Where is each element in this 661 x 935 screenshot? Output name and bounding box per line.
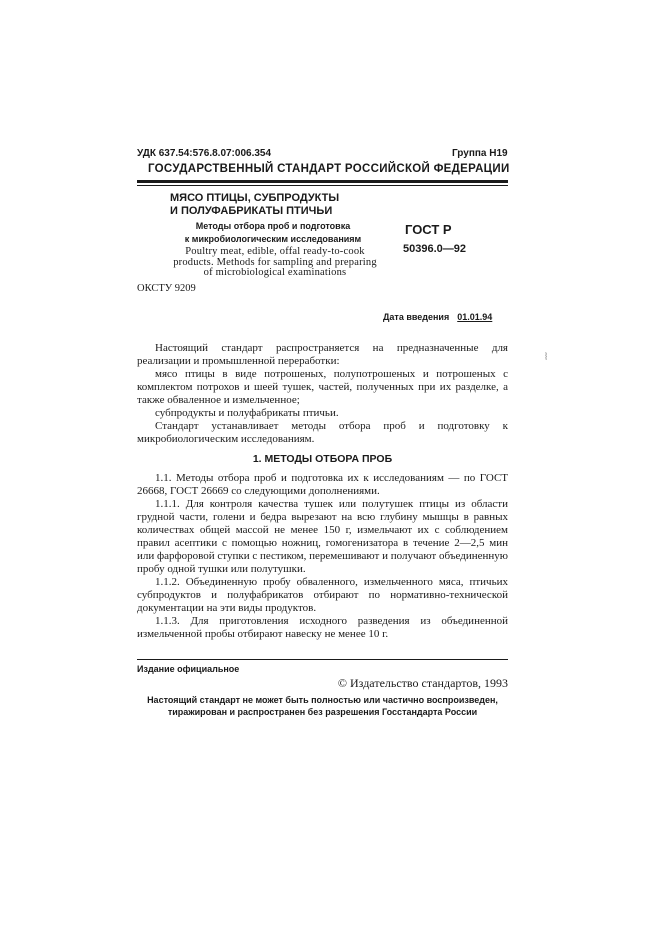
intro-paragraph-1: Настоящий стандарт распространяется на предназначенные для реализации и промышленной переработки: xyxy=(137,342,508,367)
section-title: 1. МЕТОДЫ ОТБОРА ПРОБ xyxy=(252,453,393,465)
gost-number: 50396.0—92 xyxy=(403,243,466,255)
reproduction-notice-line-1: Настоящий стандарт не может быть полностью или частично воспроизведен, xyxy=(147,695,498,705)
intro-paragraph-4: Стандарт устанавливает методы отбора проб и подготовку к микробиологическим исследованиям. xyxy=(137,420,508,445)
subtitle-line-1: Методы отбора проб и подготовка xyxy=(195,221,351,231)
reproduction-notice-line-2: тиражирован и распространен без разрешения Госстандарта России xyxy=(167,707,478,717)
section-paragraph-1: 1.1. Методы отбора проб и подготовка их к исследованиям — по ГОСТ 26668, ГОСТ 26669 со следующими дополнениями. xyxy=(137,472,508,497)
intro-paragraph-2: мясо птицы в виде потрошеных, полупотрошеных и потрошеных с комплектом потрохов и шеей тушек, частей, полученных при их разделке, а также обваленное и измельченное; xyxy=(137,368,508,406)
document-title xyxy=(170,192,390,218)
introduction-date-label: Дата введения xyxy=(383,312,450,322)
title-line-2: И ПОЛУФАБРИКАТЫ ПТИЧЬИ xyxy=(170,205,333,217)
introduction-date-value: 01.01.94 xyxy=(457,312,493,322)
gost-code: ГОСТ Р xyxy=(405,222,452,237)
margin-mark: ⦚ xyxy=(545,352,548,363)
section-paragraph-3: 1.1.2. Объединенную пробу обваленного, измельченного мяса, птичьих субпродуктов и полуфабрикатов отбирают по нормативно-технической документации на эти виды продуктов. xyxy=(137,576,508,614)
okstu-code: ОКСТУ 9209 xyxy=(137,283,196,294)
intro-paragraph-3: субпродукты и полуфабрикаты птичьи. xyxy=(155,407,339,419)
introduction-date xyxy=(383,312,492,322)
section-paragraph-2: 1.1.1. Для контроля качества тушек или полутушек птицы из области грудной части, голени и бедра вырезают на всю глубину мышцы в равных количествах общей массой не менее 150 г, измельчают их с соблюдением правил асептики с помощью ножниц, гомогенизатора в течение 2—2,5 мин или фарфоровой ступки с пестиком, перемешивают и получают объединенную пробу одной тушки или полутушки. xyxy=(137,498,508,575)
group-code: Группа Н19 xyxy=(452,148,508,159)
header-rule-thick xyxy=(137,180,508,183)
intro-text xyxy=(137,342,508,446)
section-text xyxy=(137,472,508,641)
english-title xyxy=(160,247,390,279)
udk-code: УДК 637.54:576.8.07:006.354 xyxy=(137,148,272,159)
reproduction-notice xyxy=(137,694,508,718)
subtitle-line-2: к микробиологическим исследованиям xyxy=(184,234,362,244)
state-standard-heading: ГОСУДАРСТВЕННЫЙ СТАНДАРТ РОССИЙСКОЙ ФЕДЕРАЦИИ xyxy=(148,163,510,175)
official-edition-label: Издание официальное xyxy=(137,664,240,674)
english-title-line-2: products. Methods for sampling and preparing xyxy=(173,256,377,268)
document-subtitle xyxy=(163,220,383,246)
title-line-1: МЯСО ПТИЦЫ, СУБПРОДУКТЫ xyxy=(170,192,340,204)
english-title-line-3: of microbiological examinations xyxy=(203,267,347,278)
header-rule-thin xyxy=(137,185,508,186)
english-title-line-1: Poultry meat, edible, offal ready-to-cook xyxy=(185,246,365,257)
copyright-notice: © Издательство стандартов, 1993 xyxy=(337,676,508,690)
section-paragraph-4: 1.1.3. Для приготовления исходного разведения из объединенной измельченной пробы отбирают навеску не менее 10 г. xyxy=(137,615,508,640)
footer-rule xyxy=(137,659,508,660)
